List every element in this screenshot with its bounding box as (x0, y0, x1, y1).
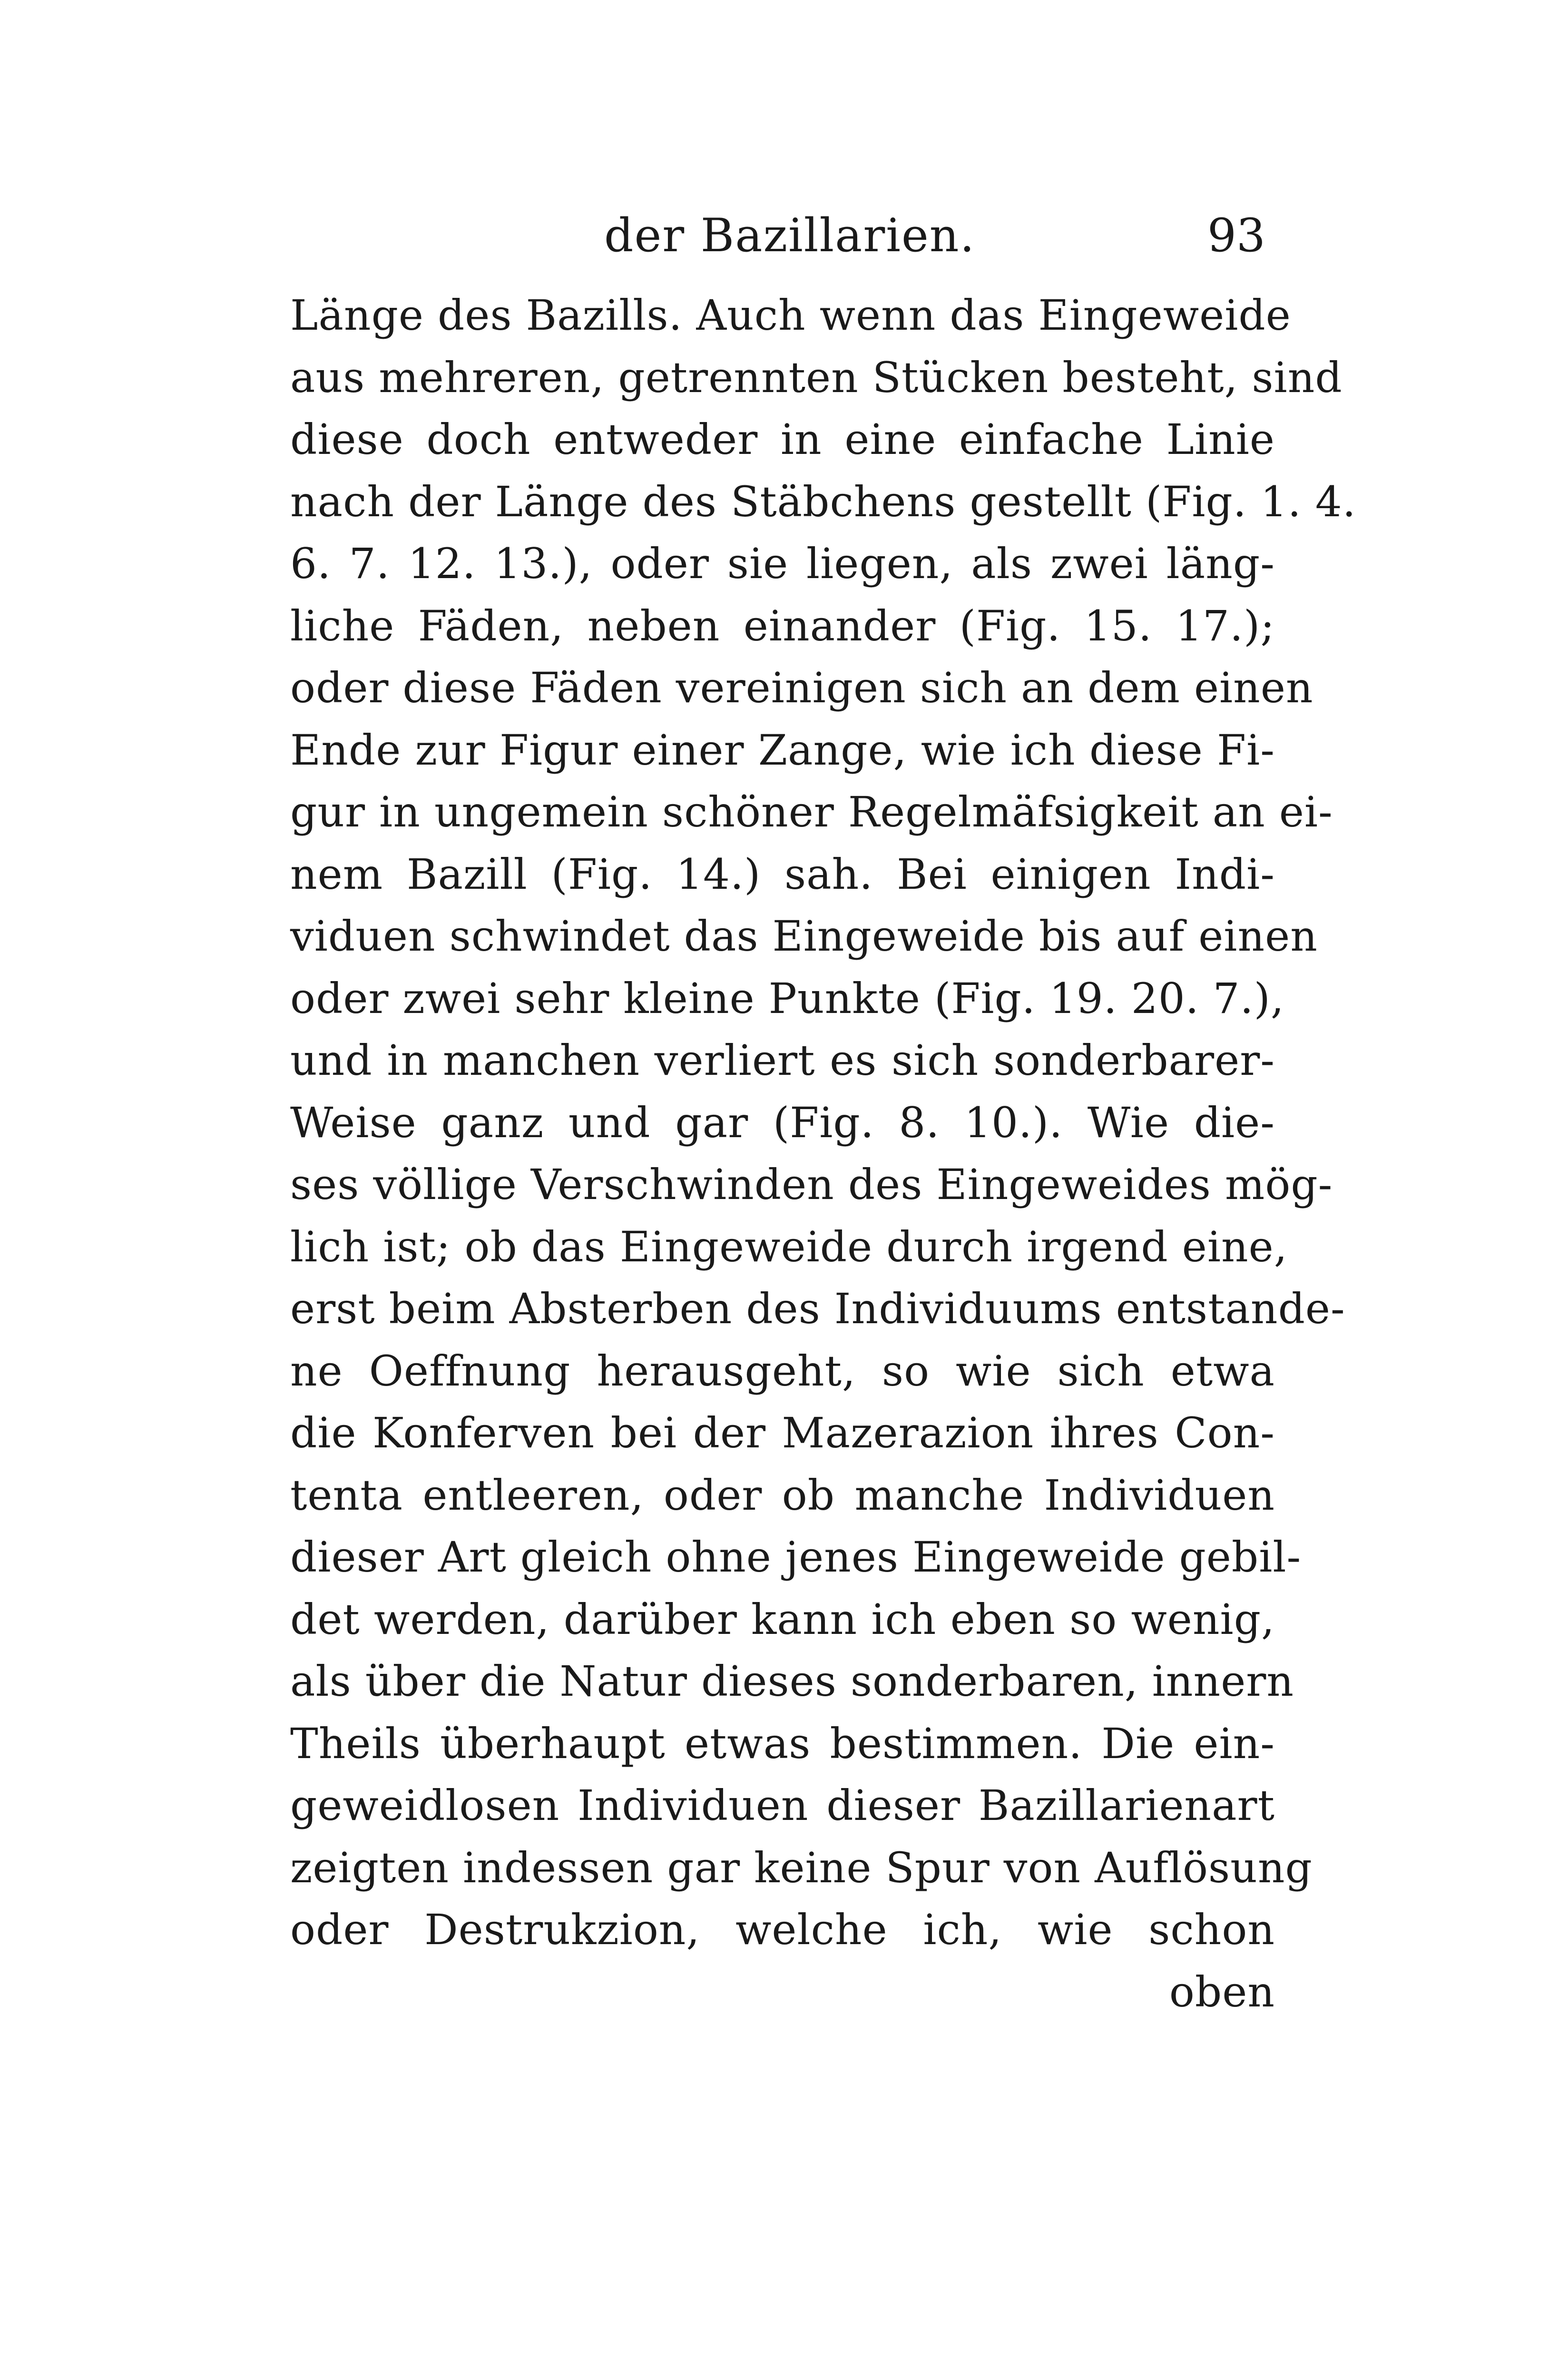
text-line: aus mehreren, getrennten Stücken besteht, sind (290, 353, 1343, 402)
text-line: oder zwei sehr kleine Punkte (Fig. 19. 20. 7.), (290, 973, 1284, 1023)
text-line: erst beim Absterben des Individuums entstande- (290, 1284, 1345, 1333)
text-line: oder Destrukzion, welche ich, wie schon (290, 1905, 1275, 1954)
catchword: oben (1169, 1967, 1275, 2016)
text-line: als über die Natur dieses sonderbaren, innern (290, 1657, 1294, 1706)
running-head (290, 205, 1275, 266)
text-line: und in manchen verliert es sich sonderbarer- (290, 1036, 1275, 1085)
text-line: nem Bazill (Fig. 14.) sah. Bei einigen Indi- (290, 849, 1275, 899)
text-line: lich ist; ob das Eingeweide durch irgend eine, (290, 1222, 1288, 1271)
text-line: die Konferven bei der Mazerazion ihres Con- (290, 1408, 1275, 1457)
text-line: zeigten indessen gar keine Spur von Auflösung (290, 1843, 1313, 1892)
text-line: geweidlosen Individuen dieser Bazillarienart (290, 1781, 1275, 1830)
text-line: Weise ganz und gar (Fig. 8. 10.). Wie die- (290, 1098, 1275, 1147)
text-line: viduen schwindet das Eingeweide bis auf einen (290, 912, 1318, 961)
text-line: oder diese Fäden vereinigen sich an dem einen (290, 663, 1313, 712)
text-line: det werden, darüber kann ich eben so wenig, (290, 1594, 1275, 1644)
body-text (290, 285, 1356, 2023)
text-line: Ende zur Figur einer Zange, wie ich diese Fi- (290, 725, 1275, 775)
text-line: Länge des Bazills. Auch wenn das Eingeweide (290, 291, 1291, 340)
running-title: der Bazillarien. (604, 209, 976, 262)
text-line: ne Oeffnung herausgeht, so wie sich etwa (290, 1346, 1275, 1396)
text-line: liche Fäden, neben einander (Fig. 15. 17.); (290, 601, 1275, 650)
page-number: 93 (1207, 209, 1265, 262)
text-line: 6. 7. 12. 13.), oder sie liegen, als zwei läng- (290, 539, 1275, 588)
text-line: ses völlige Verschwinden des Eingeweides mög- (290, 1160, 1333, 1209)
text-line: diese doch entweder in eine einfache Linie (290, 415, 1275, 464)
text-line: gur in ungemein schöner Regelmäfsigkeit an ei- (290, 787, 1333, 836)
text-line: Theils überhaupt etwas bestimmen. Die ein- (290, 1719, 1275, 1768)
text-line: dieser Art gleich ohne jenes Eingeweide gebil- (290, 1533, 1302, 1582)
text-line: nach der Länge des Stäbchens gestellt (Fig. 1. 4. (290, 477, 1356, 526)
text-line: tenta entleeren, oder ob manche Individuen (290, 1470, 1275, 1520)
